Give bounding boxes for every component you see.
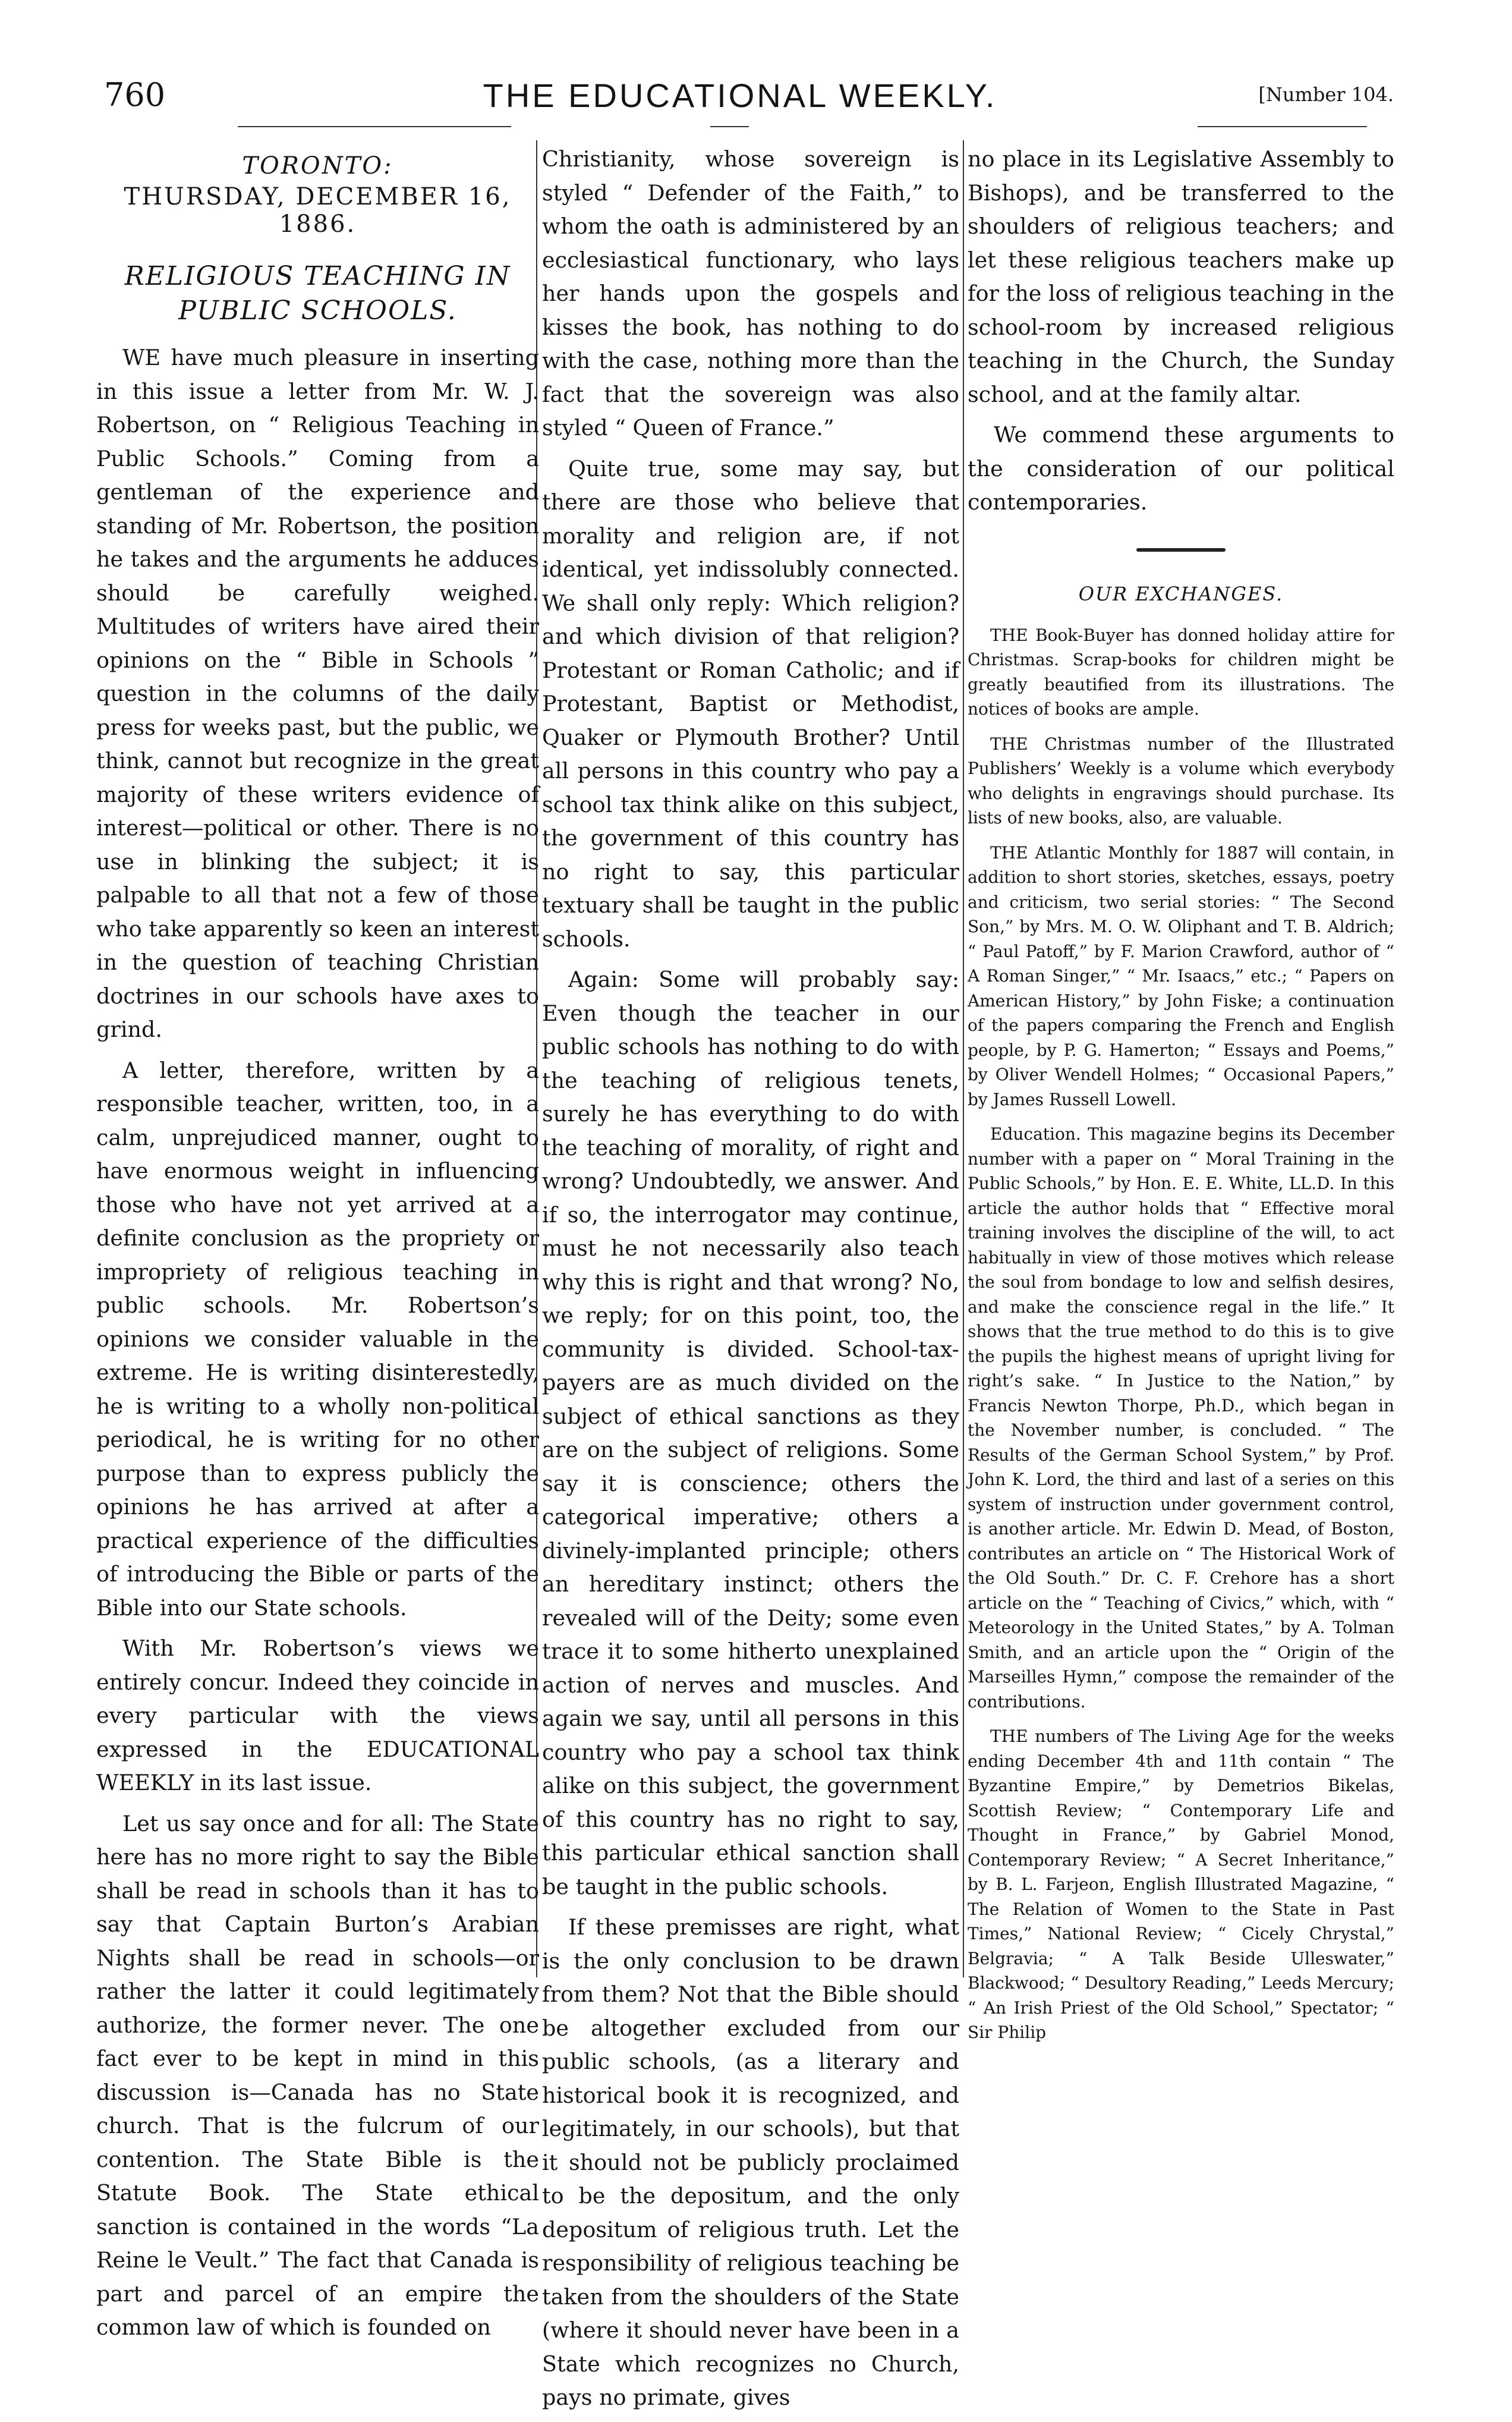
masthead: THE EDUCATIONAL WEEKLY. — [483, 77, 997, 114]
article-paragraph: If these premisses are right, what is the only conclusion to be drawn from them? Not that the Bible should be altogether excluded from our public schools, (as a literary and historical book it is recognized, and legitimately, in our schools), but that it should not be publicly proclaimed to be the depositum, and the only depositum of religious truth. Let the responsibility of religious teaching be taken from the shoulders of the State (where it should never have been in a State which recognizes no Church, pays no primate, gives — [542, 1914, 959, 2410]
exchange-item: THE Christmas number of the Illustrated Publishers’ Weekly is a volume which everybody who delights in engravings should purchase. Its lists of new books, also, are valuable. — [968, 734, 1394, 828]
section-divider — [1136, 548, 1226, 552]
exchange-item: THE Atlantic Monthly for 1887 will contain, in addition to short stories, sketches, essays, poetry and criticism, two serial stories: “ The Second Son,” by Mrs. M. O. W. Oliphant and T. B. Aldrich; “ Paul Patoff,” by F. Marion Crawford, author of “ A Roman Singer,” “ Mr. Isaacs,” etc.; “ Papers on American History,” by John Fiske; a continuation of the papers comparing the French and English people, by P. G. Hamerton; “ Essays and Poems,” by Oliver Wendell Holmes; “ Occasional Papers,” by James Russell Lowell. — [968, 842, 1394, 1109]
dateline: TORONTO: — [242, 152, 393, 180]
article-paragraph: With Mr. Robertson’s views we entirely concur. Indeed they coincide in every particular with the views expressed in the EDUCATIONAL WEEKLY in its last issue. — [96, 1635, 539, 1795]
header-divider — [1198, 126, 1367, 127]
issue-date: THURSDAY, DECEMBER 16, 1886. — [124, 183, 512, 238]
article-paragraph: We commend these arguments to the consideration of our political contemporaries. — [968, 422, 1394, 515]
exchange-item: Education. This magazine begins its December number with a paper on “ Moral Training in the Public Schools,” by Hon. E. E. White, LL.D. In this article the author holds that “ Effective moral training involves the discipline of the will, to act habitually in view of those motives which release the soul from bondage to low and selfish desires, and make the conscience regal in the life.” It shows that the true method to do this is to give the pupils the highest means of upright living for right’s sake. “ In Justice to the Nation,” by Francis Newton Thorpe, Ph.D., which began in the November number, is concluded. “ The Results of the German School System,” by Prof. John K. Lord, the third and last of a series on this system of instruction under government control, is another article. Mr. Edwin D. Mead, of Boston, contributes an article on “ The Historical Work of the Old South.” Dr. C. F. Crehore has a short article on the “ Teaching of Civics,” which, with “ Meteorology in the United States,” by A. Tolman Smith, and an article upon the “ Origin of the Marseilles Hymn,” compose the remainder of the contributions. — [968, 1124, 1394, 1712]
exchange-item: THE Book-Buyer has donned holiday attire for Christmas. Scrap-books for children might be greatly beautified from its illustrations. The notices of books are ample. — [968, 625, 1394, 719]
article-paragraph: Christianity, whose sovereign is styled “ Defender of the Faith,” to whom the oath is administered by an ecclesiastical functionary, who lays her hands upon the gospels and kisses the book, has nothing to do with the case, nothing more than the fact that the sovereign was also styled “ Queen of France.” — [542, 146, 959, 441]
article-paragraph: no place in its Legislative Assembly to Bishops), and be transferred to the shoulders of religious teachers; and let these religious teachers make up for the loss of religious teaching in the school-room by increased religious teaching in the Church, the Sunday school, and at the family altar. — [968, 146, 1394, 407]
page-header — [86, 76, 1394, 124]
exchange-item: THE numbers of The Living Age for the weeks ending December 4th and 11th contain “ The Byzantine Empire,” by Demetrios Bikelas, Scottish Review; “ Contemporary Life and Thought in France,” by Gabriel Monod, Contemporary Review; “ A Secret Inheritance,” by B. L. Farjeon, English Illustrated Magazine, “ The Relation of Women to the State in Past Times,” National Review; “ Cicely Chrystal,” Belgravia; “ A Talk Beside Ulleswater,” Blackwood; “ Desultory Reading,” Leeds Mercury; “ An Irish Priest of the Old School,” Spectator; “ Sir Philip — [968, 1726, 1394, 2042]
section-heading: OUR EXCHANGES. — [1078, 582, 1284, 605]
column-right — [968, 143, 1394, 2055]
column-rule — [963, 140, 964, 1977]
article-paragraph: WE have much pleasure in inserting in this issue a letter from Mr. W. J. Robertson, on “ Religious Teaching in Public Schools.” Coming from a gentleman of the experience and standing of Mr. Robertson, the position he takes and the arguments he adduces should be carefully weighed. Multitudes of writers have aired their opinions on the “ Bible in Schools ” question in the columns of the daily press for weeks past, but the public, we think, cannot but recognize in the great majority of these writers evidence of interest—political or other. There is no use in blinking the subject; it is palpable to all that not a few of those who take apparently so keen an interest in the question of teaching Christian doctrines in our schools have axes to grind. — [96, 345, 539, 1042]
issue-number: [Number 104. — [1258, 83, 1394, 106]
page-number: 760 — [104, 76, 166, 114]
header-divider — [710, 126, 749, 127]
article-title: RELIGIOUS TEACHING IN PUBLIC SCHOOLS. — [124, 261, 511, 326]
article-paragraph: Quite true, some may say, but there are those who believe that morality and religion are, if not identical, yet indissolubly connected. We shall only reply: Which religion? and which division of that religion? Protestant or Roman Catholic; and if Protestant, Baptist or Methodist, Quaker or Plymouth Brother? Until all persons in this country who pay a school tax think alike on this subject, the government of this country has no right to say, this particular textuary shall be taught in the public schools. — [542, 455, 959, 952]
column-middle — [542, 143, 959, 2422]
header-divider — [238, 126, 511, 127]
article-paragraph: Again: Some will probably say: Even though the teacher in our public schools has nothing to do with the teaching of religious tenets, surely he has everything to do with the teaching of morality, of right and wrong? Undoubtedly, we answer. And if so, the interrogator may continue, must he not necessarily also teach why this is right and that wrong? No, we reply; for on this point, too, the community is divided. School-tax-payers are as much divided on the subject of ethical sanctions as they are on the subject of religions. Some say it is conscience; others the categorical imperative; others a divinely-implanted principle; others an hereditary instinct; others the revealed will of the Deity; some even trace it to some hitherto unexplained action of nerves and muscles. And again we say, until all persons in this country who pay a school tax think alike on this subject, the government of this country has no right to say, this particular ethical sanction shall be taught in the public schools. — [542, 967, 959, 1899]
column-left — [96, 143, 539, 2352]
article-paragraph: A letter, therefore, written by a responsible teacher, written, too, in a calm, unprejudiced manner, ought to have enormous weight in influencing those who have not yet arrived at a definite conclusion as the propriety or impropriety of religious teaching in public schools. Mr. Robertson’s opinions we consider valuable in the extreme. He is writing disinterestedly, he is writing to a wholly non-political periodical, he is writing for no other purpose than to express publicly the opinions he has arrived at after a practical experience of the difficulties of introducing the Bible or parts of the Bible into our State schools. — [96, 1057, 539, 1621]
article-paragraph: Let us say once and for all: The State here has no more right to say the Bible shall be read in schools than it has to say that Captain Burton’s Arabian Nights shall be read in schools—or rather the latter it could legitimately authorize, the former never. The one fact ever to be kept in mind in this discussion is—Canada has no State church. That is the fulcrum of our contention. The State Bible is the Statute Book. The State ethical sanction is contained in the words “La Reine le Veult.” The fact that Canada is part and parcel of an empire the common law of which is founded on — [96, 1810, 539, 2340]
